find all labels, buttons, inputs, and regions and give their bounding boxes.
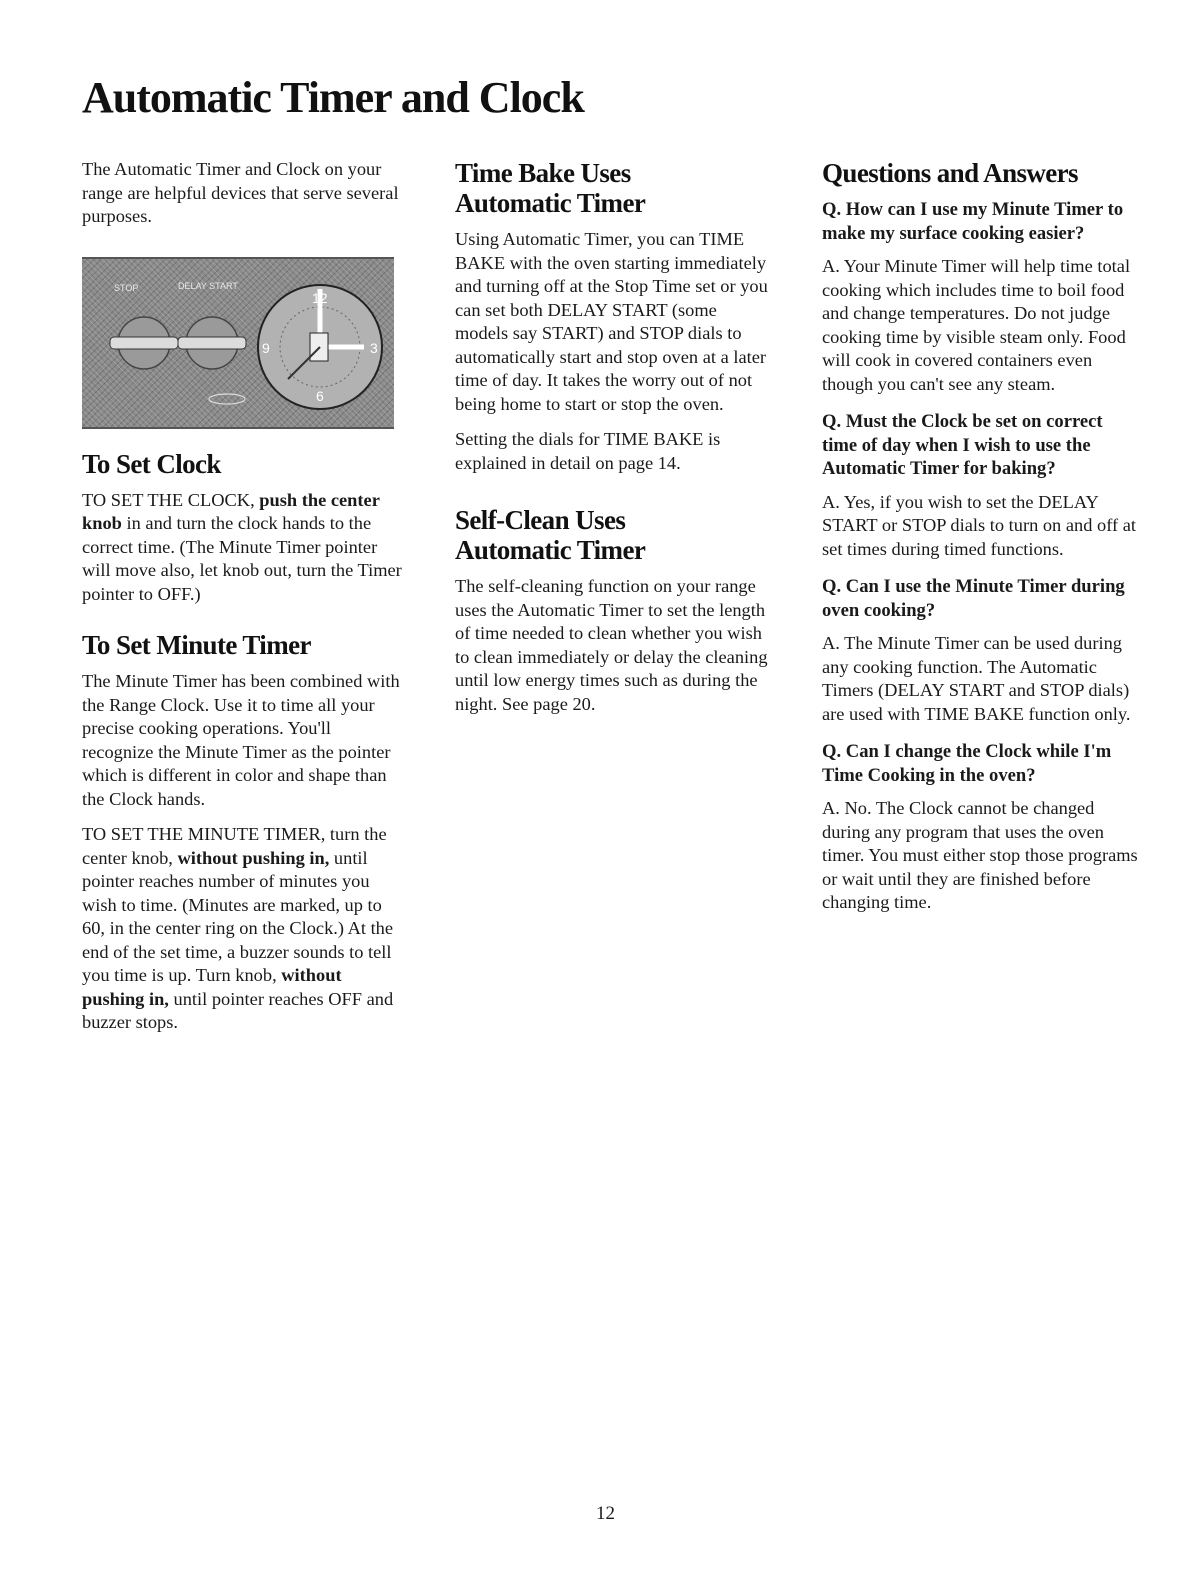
stop-dial-label: STOP <box>114 282 139 293</box>
clock-numeral-9: 9 <box>262 339 270 356</box>
time-bake-heading-line-1: Time Bake Uses <box>455 158 631 188</box>
page-number: 12 <box>596 1503 615 1524</box>
qa-question-4: Q. Can I change the Clock while I'm Time Cooking in the oven? <box>822 741 1112 786</box>
qa-answer-1: A. Your Minute Timer will help time total cooking which includes time to boil food and change temperatures. Do not judge cooking time by visible steam only. Food will cook in covered containers even though you can't see any steam. <box>822 256 1131 394</box>
minute-timer-end: until pointer reaches OFF and buzzer stops. <box>82 988 394 1032</box>
set-clock-bold: push the center knob <box>82 489 380 533</box>
delay-start-dial-label: DELAY START <box>178 280 238 291</box>
qa-answer-3: A. The Minute Timer can be used during any cooking function. The Automatic Timers (DELAY START and STOP dials) are used with TIME BAKE function only. <box>822 633 1131 724</box>
qa-answer-4: A. No. The Clock cannot be changed during any program that uses the oven timer. You must either stop those programs or wait until they are finished before changing time. <box>822 798 1138 912</box>
timer-clock-panel-illustration <box>82 257 394 429</box>
column-middle <box>455 158 770 728</box>
time-bake-heading-line-2: Automatic Timer <box>455 188 646 218</box>
time-bake-paragraph-1: Using Automatic Timer, you can TIME BAKE with the oven starting immediately and turning off at the Stop Time set or you can set both DELAY START (some models say START) and STOP dials to automatically start and stop oven at a later time of day. It takes the worry out of not being home to start or stop the oven. <box>455 229 768 414</box>
minute-timer-lead: TO SET THE MINUTE TIMER, turn the center knob, <box>82 824 387 868</box>
qa-answer-2: A. Yes, if you wish to set the DELAY START or STOP dials to turn on and off at set times during timed functions. <box>822 491 1136 559</box>
clock-numeral-12: 12 <box>312 289 328 306</box>
set-clock-rest: in and turn the clock hands to the correct time. (The Minute Timer pointer will move also, let knob out, turn the Timer pointer to OFF.) <box>82 513 402 604</box>
page-title: Automatic Timer and Clock <box>82 73 584 122</box>
self-clean-heading <box>455 505 770 565</box>
intro-paragraph: The Automatic Timer and Clock on your range are helpful devices that serve several purposes. <box>82 159 399 226</box>
set-clock-lead: TO SET THE CLOCK, <box>82 489 255 510</box>
column-left <box>82 158 402 1047</box>
set-minute-timer-heading: To Set Minute Timer <box>82 630 311 660</box>
clock-numeral-6: 6 <box>316 387 324 404</box>
set-minute-timer-paragraph-2 <box>82 823 402 1035</box>
minute-timer-mid: until pointer reaches number of minutes you wish to time. (Minutes are marked, up to 60, in the center ring on the Clock.) At the end of the set time, a buzzer sounds to tell you time is up. Turn knob, <box>82 847 394 985</box>
qa-question-3: Q. Can I use the Minute Timer during oven cooking? <box>822 576 1125 621</box>
brand-logo-icon <box>209 394 245 404</box>
clock-numeral-3: 3 <box>370 339 378 356</box>
qa-question-1: Q. How can I use my Minute Timer to make my surface cooking easier? <box>822 199 1124 244</box>
set-clock-paragraph <box>82 489 402 607</box>
stop-knob-icon <box>110 317 178 369</box>
column-right <box>822 158 1142 927</box>
self-clean-heading-line-2: Automatic Timer <box>455 535 646 565</box>
time-bake-paragraph-2: Setting the dials for TIME BAKE is explained in detail on page 14. <box>455 429 721 473</box>
minute-timer-bold-1: without pushing in, <box>177 847 330 868</box>
time-bake-heading <box>455 158 770 218</box>
qa-heading: Questions and Answers <box>822 158 1078 188</box>
set-clock-heading: To Set Clock <box>82 448 221 479</box>
set-minute-timer-paragraph-1: The Minute Timer has been combined with the Range Clock. Use it to time all your precise cooking operations. You'll recognize the Minute Timer as the pointer which is different in color and shape than the Clock hands. <box>82 671 400 809</box>
self-clean-heading-line-1: Self-Clean Uses <box>455 505 626 535</box>
self-clean-paragraph: The self-cleaning function on your range uses the Automatic Timer to set the length of time needed to clean whether you wish to clean immediately or delay the cleaning until low energy times such as during the night. See page 20. <box>455 576 768 714</box>
minute-timer-bold-2: without pushing in, <box>82 965 342 1009</box>
qa-question-2: Q. Must the Clock be set on correct time of day when I wish to use the Automatic Timer for baking? <box>822 411 1103 479</box>
delay-start-knob-icon <box>178 317 246 369</box>
